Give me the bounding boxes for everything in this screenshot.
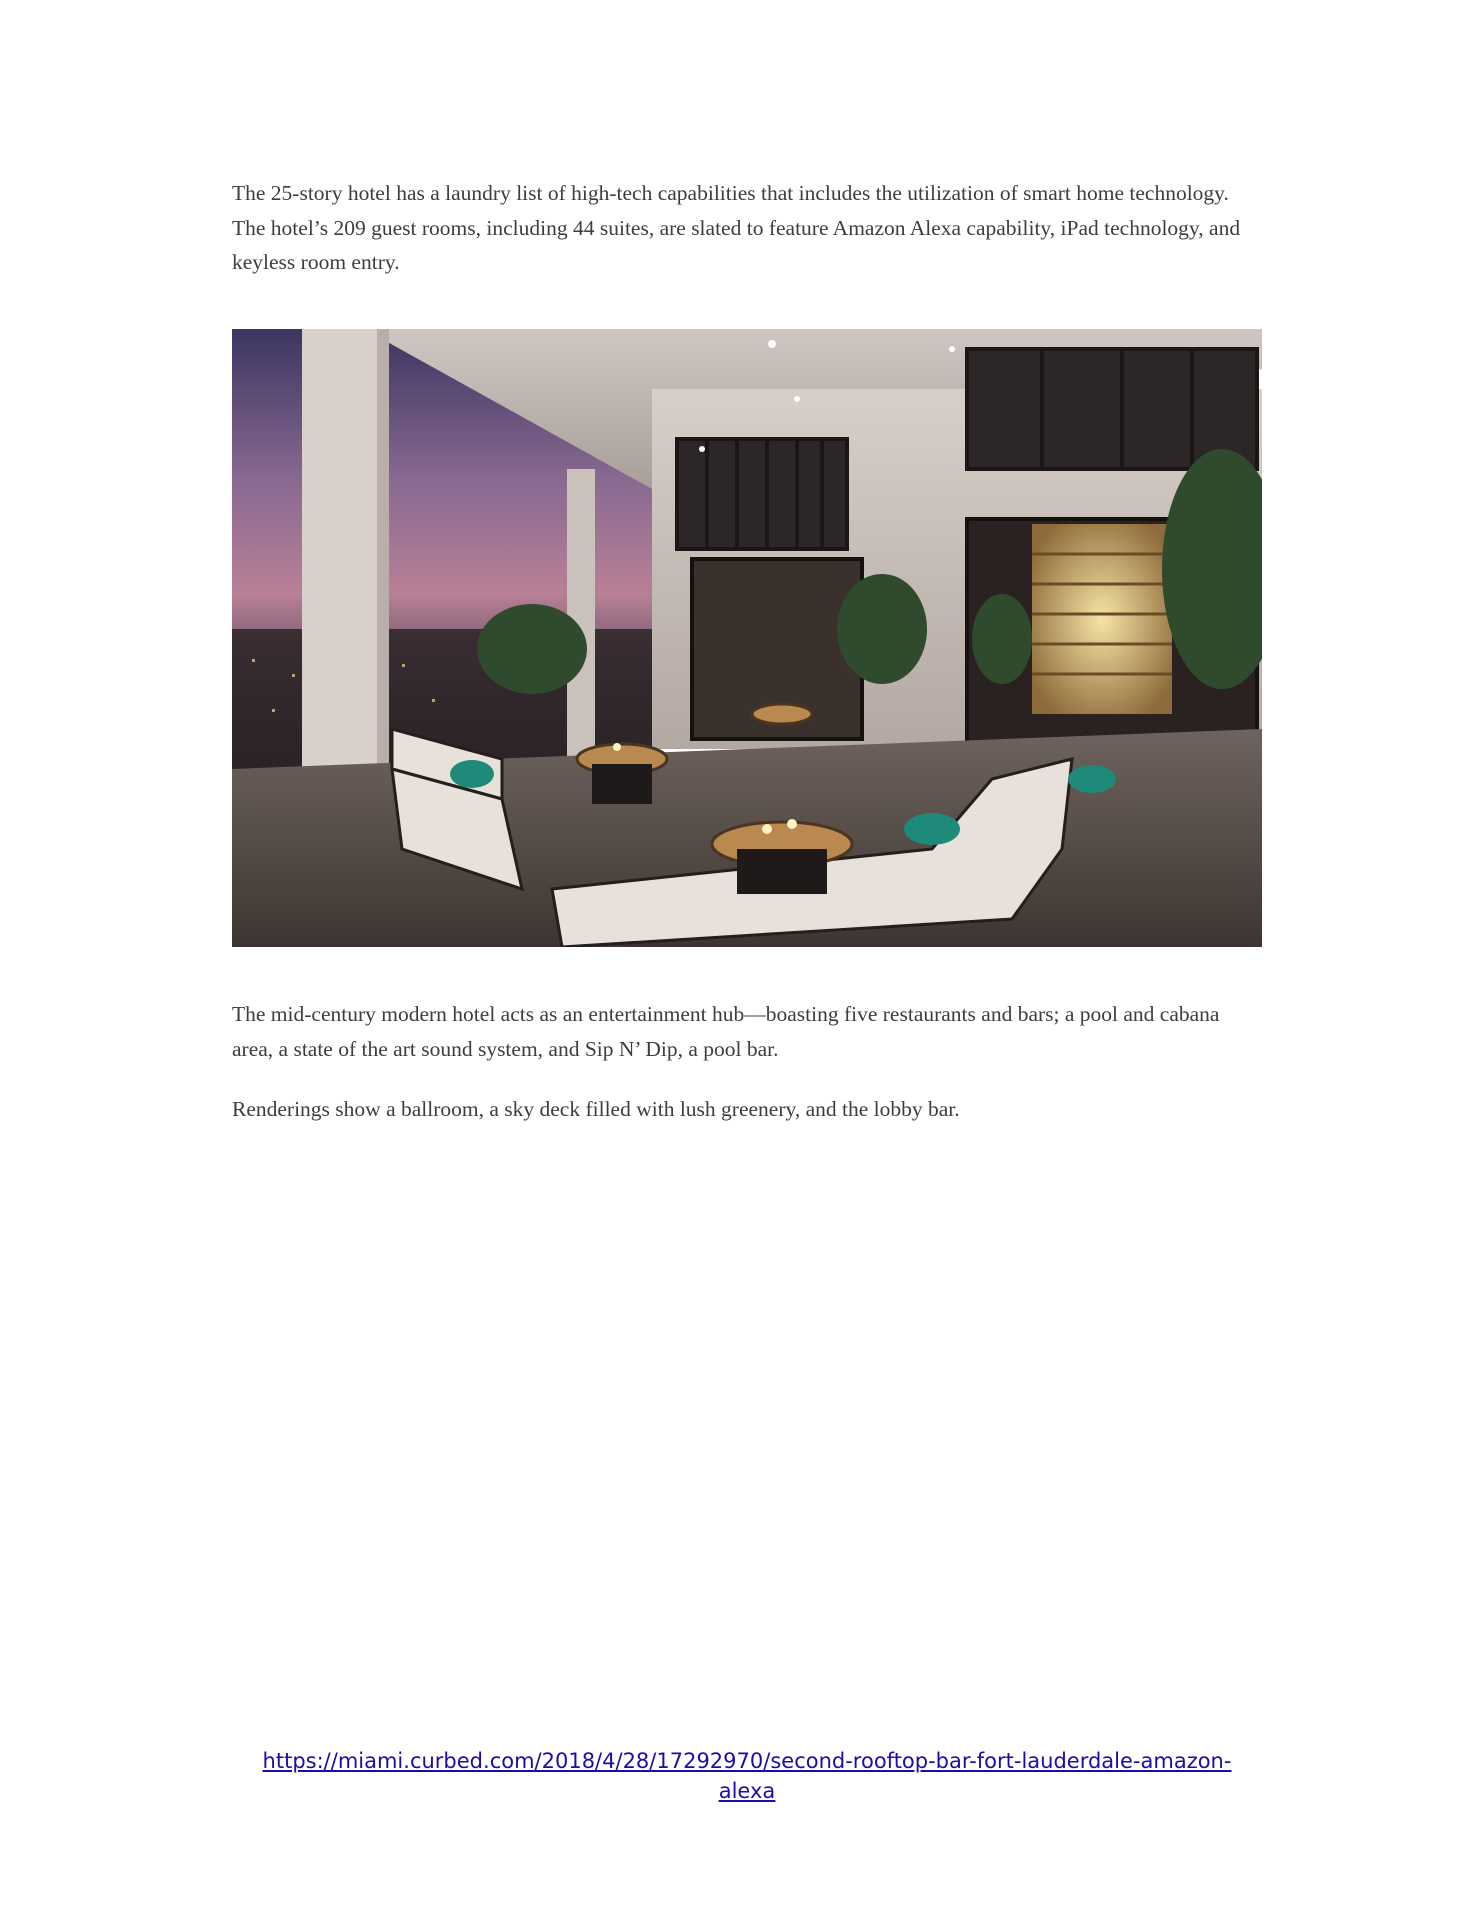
article-paragraph-intro: The 25-story hotel has a laundry list of high-tech capabilities that includes the utilization of smart home technology. The hotel’s 209 guest rooms, including 44 suites, are slated to feature Amazon Alexa capability, iPad technology, and keyless room entry. bbox=[232, 181, 1241, 274]
source-link-line-1[interactable]: https://miami.curbed.com/2018/4/28/17292970/second-rooftop-bar-fort-lauderdale-amazon- bbox=[262, 1749, 1232, 1773]
rooftop-terrace-image bbox=[232, 329, 1262, 947]
source-link-line-2[interactable]: alexa bbox=[718, 1779, 776, 1803]
article-paragraph-entertainment: The mid-century modern hotel acts as an entertainment hub—boasting five restaurants and bars; a pool and cabana area, a state of the art sound system, and Sip N’ Dip, a pool bar. bbox=[232, 1002, 1220, 1061]
article-paragraph-renderings: Renderings show a ballroom, a sky deck filled with lush greenery, and the lobby bar. bbox=[232, 1097, 960, 1121]
source-link[interactable] bbox=[232, 1746, 1262, 1806]
rendering-illustration bbox=[232, 329, 1262, 947]
